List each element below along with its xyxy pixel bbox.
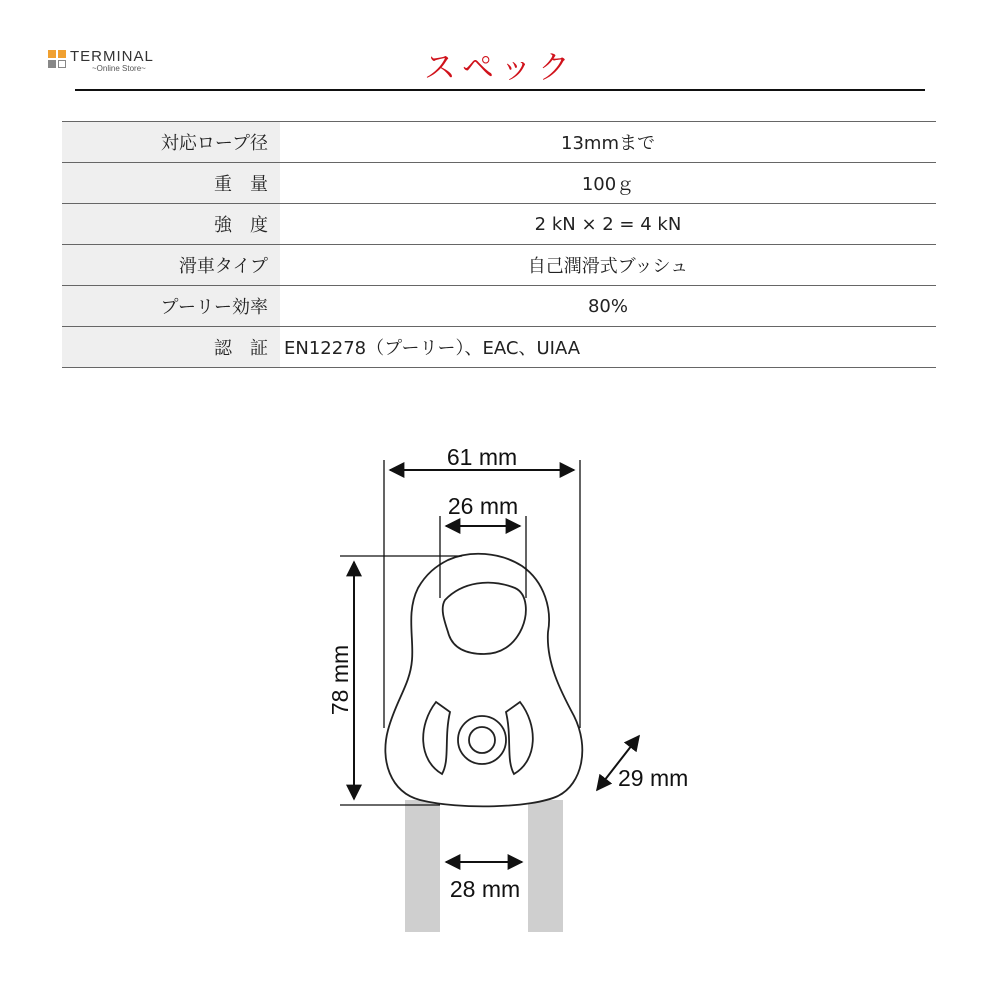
spec-row [62,245,936,286]
rope-gap-dimension [446,862,522,902]
spec-key: 対応ロープ径 [62,122,280,163]
spec-value: 2 kN × 2 = 4 kN [280,204,936,245]
spec-key: プーリー効率 [62,286,280,327]
rope-right [528,800,563,932]
rope-left [405,800,440,932]
spec-row [62,163,936,204]
spec-row [62,327,936,368]
depth-dimension [597,736,688,791]
spec-row [62,122,936,163]
title-divider [75,89,925,91]
height-label: 78 mm [327,644,353,716]
spec-row [62,286,936,327]
spec-key: 滑車タイプ [62,245,280,286]
spec-value: 自己潤滑式ブッシュ [280,245,936,286]
spec-value: 13mmまで [280,122,936,163]
pulley-body [385,554,582,807]
logo-text: TERMINAL [70,48,154,65]
rope-gap-label: 28 mm [449,876,521,902]
spec-table [62,121,936,368]
logo-subtext: ~Online Store~ [92,64,146,73]
page-title: スペック [423,48,576,86]
spec-key: 強 度 [62,204,280,245]
depth-label: 29 mm [618,765,689,791]
spec-value: 80% [280,286,936,327]
top-width-label: 26 mm [447,493,519,519]
spec-row [62,204,936,245]
spec-value: EN12278（プーリー）、EAC、UIAA [280,327,936,368]
spec-key: 認 証 [62,327,280,368]
width-label: 61 mm [446,444,518,470]
spec-key: 重 量 [62,163,280,204]
pulley-dimension-diagram [300,440,740,940]
spec-value: 100ｇ [280,163,936,204]
